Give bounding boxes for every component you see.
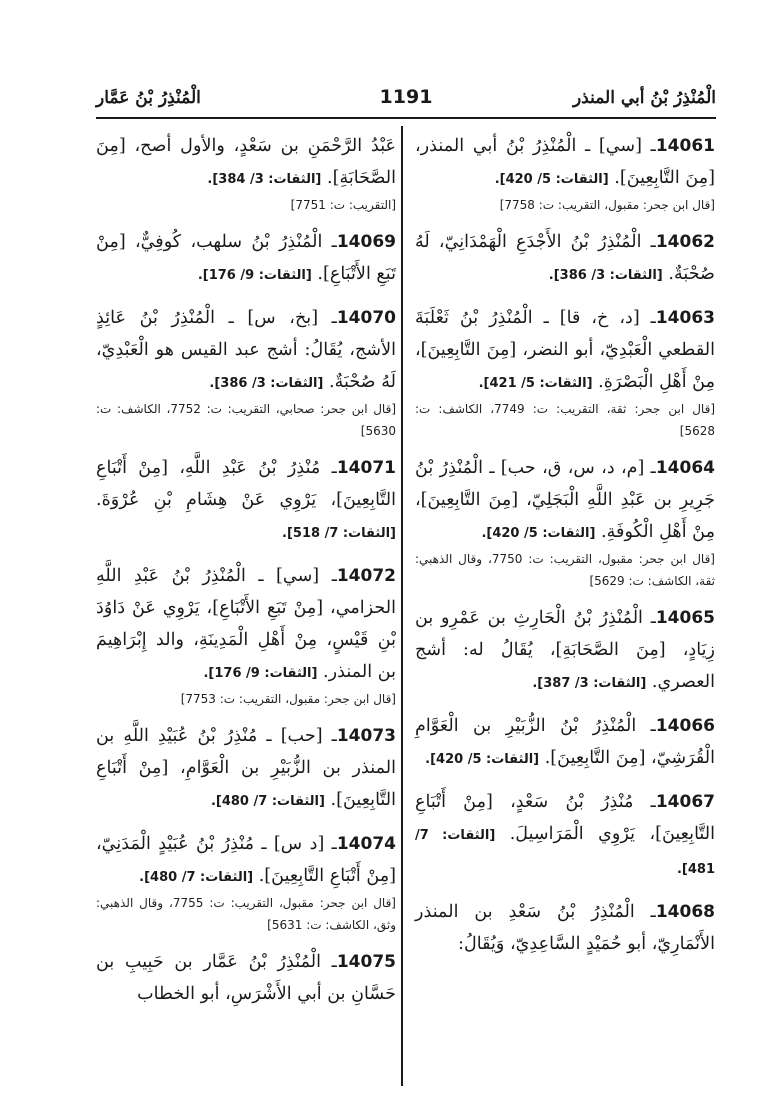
entry-reference: [الثقات: 3/ 384]. (207, 172, 322, 187)
entry-reference: [الثقات: 7/ 518]. (282, 526, 396, 541)
entry-14068 (415, 896, 715, 960)
entry-note: [قال ابن جحر: ثقة، التقريب: ت: 7749، الكاشف: ت: 5628] (415, 402, 716, 438)
entry-reference: [الثقات: 5/ 420]. (481, 526, 596, 541)
header-left-title: الْمُنْذِرُ بْنُ عَمَّار (96, 88, 201, 108)
entry-text: ـ مُنْذِرُ بْنُ سَعْدٍ، [مِنْ أَتْبَاعِ التَّابِعِينَ]، يَرْوِي الْمَرَاسِيلَ. (415, 792, 715, 844)
entry-14065 (415, 602, 715, 700)
entry-number: 14070 (336, 308, 396, 328)
entry-text: ـ [د س] ـ مُنْذِرُ بْنُ عُبَيْدٍ الْمَدَنِيّ، [مِنْ أَتْبَاعِ التَّابِعِينَ]. (96, 834, 396, 886)
entry-note: [قال ابن جحر: مقبول، التقريب: ت: 7753] (180, 692, 396, 706)
entry-number: 14068 (655, 902, 715, 922)
entry-number: 14067 (655, 792, 715, 812)
entry-number: 14064 (655, 458, 715, 478)
entry-reference: [الثقات: 7/ 480]. (139, 870, 254, 885)
entry-reference: [الثقات: 3/ 386]. (548, 268, 663, 283)
entry-text: ـ الْمُنْذِرُ بْنُ الْحَارِثِ بن عَمْرِو بن زِيَادٍ، [مِنَ الصَّحَابَةِ]، يُقَالُ له: أشج العصري. (415, 608, 715, 692)
entry-note: [التقريب: ت: 7751] (290, 198, 396, 212)
entry-reference: [الثقات: 7/ 480]. (210, 794, 325, 809)
entry-note: [قال ابن جحر: مقبول، التقريب: ت: 7755، وقال الذهبي: وثق، الكاشف: ت: 5631] (96, 896, 396, 932)
entry-text: ـ [بخ، س] ـ الْمُنْذِرُ بْنُ عَائِذٍ الأشج، يُقَالُ: أشج عبد القيس هو الْعَبْدِيّ، لَهُ صُحْبَةٌ. (96, 308, 396, 392)
entry-text: ـ [حب] ـ مُنْذِرُ بْنُ عُبَيْدِ اللَّهِ بن المنذر بن الزُّبَيْرِ بن الْعَوَّامِ، [مِنْ أَتْبَاعِ التَّابِعِينَ]. (96, 726, 396, 810)
entry-text: ـ [د، خ، قا] ـ الْمُنْذِرُ بْنُ ثَعْلَبَةَ القطعي الْعَبْدِيّ، أبو النضر، [مِنَ التَّابِعِينَ]، مِنْ أَهْلِ الْبَصْرَةِ. (415, 308, 715, 392)
entry-number: 14063 (655, 308, 715, 328)
entry-14075 (96, 946, 396, 1010)
entry-continuation (96, 130, 396, 216)
entry-note: [قال ابن جحر: مقبول، التقريب: ت: 7758] (499, 198, 715, 212)
entry-14062 (415, 226, 715, 292)
entry-reference: [الثقات: 9/ 176]. (203, 666, 318, 681)
entry-reference: [الثقات: 7/ 481]. (415, 828, 715, 877)
page-number: 1191 (379, 86, 433, 108)
entry-text: ـ مُنْذِرُ بْنُ عَبْدِ اللَّهِ، [مِنْ أَتْبَاعِ التَّابِعِينَ]، يَرْوِي عَنْ هِشَامِ بْنِ عُرْوَةَ. (96, 458, 396, 510)
entry-note: [قال ابن جحر: مقبول، التقريب: ت: 7750، وقال الذهبي: ثقة، الكاشف: ت: 5629] (415, 552, 715, 588)
entry-14063 (415, 302, 715, 442)
entry-14070 (96, 302, 396, 442)
entry-reference: [الثقات: 3/ 386]. (209, 376, 324, 391)
entry-text: ـ الْمُنْذِرُ بْنُ سلهب، كُوفِيٌّ، [مِنْ تَبَعِ الأَتْبَاعِ]. (96, 232, 396, 284)
left-column (96, 130, 396, 1020)
header-rule (96, 117, 716, 119)
entry-reference: [الثقات: 5/ 421]. (478, 376, 593, 391)
entry-text: عَبْدُ الرَّحْمَنِ بن سَعْدٍ، والأول أصح، [مِنَ الصَّحَابَةِ]. (96, 136, 396, 188)
entry-14061 (415, 130, 715, 216)
entry-number: 14074 (336, 834, 396, 854)
entry-14072 (96, 560, 396, 710)
entry-number: 14061 (655, 136, 715, 156)
header-right-title: الْمُنْذِرُ بْنُ أبي المنذر (572, 88, 716, 108)
entry-number: 14065 (655, 608, 715, 628)
right-column (415, 130, 715, 970)
entry-number: 14062 (655, 232, 715, 252)
entry-text: ـ الْمُنْذِرُ بْنُ سَعْدِ بن المنذر الأَنْمَارِيّ، أبو حُمَيْدٍ السَّاعِدِيّ، وَيُقَالُ: (415, 902, 715, 954)
entry-number: 14075 (336, 952, 396, 972)
entry-reference: [الثقات: 9/ 176]. (197, 268, 312, 283)
entry-text: ـ [سي] ـ الْمُنْذِرُ بْنُ أبي المنذر، [مِنَ التَّابِعِينَ]. (415, 136, 715, 188)
entry-text: ـ الْمُنْذِرُ بْنُ الأَجْدَعِ الْهَمْدَانِيّ، لَهُ صُحْبَةٌ. (415, 232, 715, 284)
entry-reference: [الثقات: 3/ 387]. (532, 676, 647, 691)
entry-14074 (96, 828, 396, 936)
entry-14064 (415, 452, 715, 592)
entry-number: 14071 (336, 458, 396, 478)
entry-14071 (96, 452, 396, 550)
entry-14067 (415, 786, 715, 886)
entry-14066 (415, 710, 715, 776)
entry-text: ـ [سي] ـ الْمُنْذِرُ بْنُ عَبْدِ اللَّهِ الحزامي، [مِنْ تَبَعِ الأَتْبَاعِ]، يَرْوِي عَنْ دَاوُدَ بْنِ قَيْسٍ، مِنْ أَهْلِ الْمَدِينَةِ، والد إِبْرَاهِيمَ بن المنذر. (96, 566, 396, 682)
entry-reference: [الثقات: 5/ 420]. (425, 752, 540, 767)
entry-14069 (96, 226, 396, 292)
entry-text: ـ الْمُنْذِرُ بْنُ الزُّبَيْرِ بن الْعَوَّامِ الْقُرَشِيّ، [مِنَ التَّابِعِينَ]. (415, 716, 715, 768)
entry-text: ـ [م، د، س، ق، حب] ـ الْمُنْذِرُ بْنُ جَرِيرِ بن عَبْدِ اللَّهِ الْبَجَلِيّ، [مِنَ التَّابِعِينَ]، مِنْ أَهْلِ الْكُوفَةِ. (415, 458, 715, 542)
entry-reference: [الثقات: 5/ 420]. (494, 172, 609, 187)
entry-14073 (96, 720, 396, 818)
entry-number: 14073 (336, 726, 396, 746)
entry-number: 14072 (336, 566, 396, 586)
entry-note: [قال ابن جحر: صحابي، التقريب: ت: 7752، الكاشف: ت: 5630] (96, 402, 396, 438)
entry-text: ـ الْمُنْذِرُ بْنُ عَمَّار بن حَبِيبِ بن حَسَّانِ بن أبي الأَشْرَسِ، أبو الخطاب (96, 952, 396, 1004)
entry-number: 14069 (336, 232, 396, 252)
column-divider (401, 126, 403, 1086)
entry-number: 14066 (655, 716, 715, 736)
running-header (96, 82, 716, 116)
